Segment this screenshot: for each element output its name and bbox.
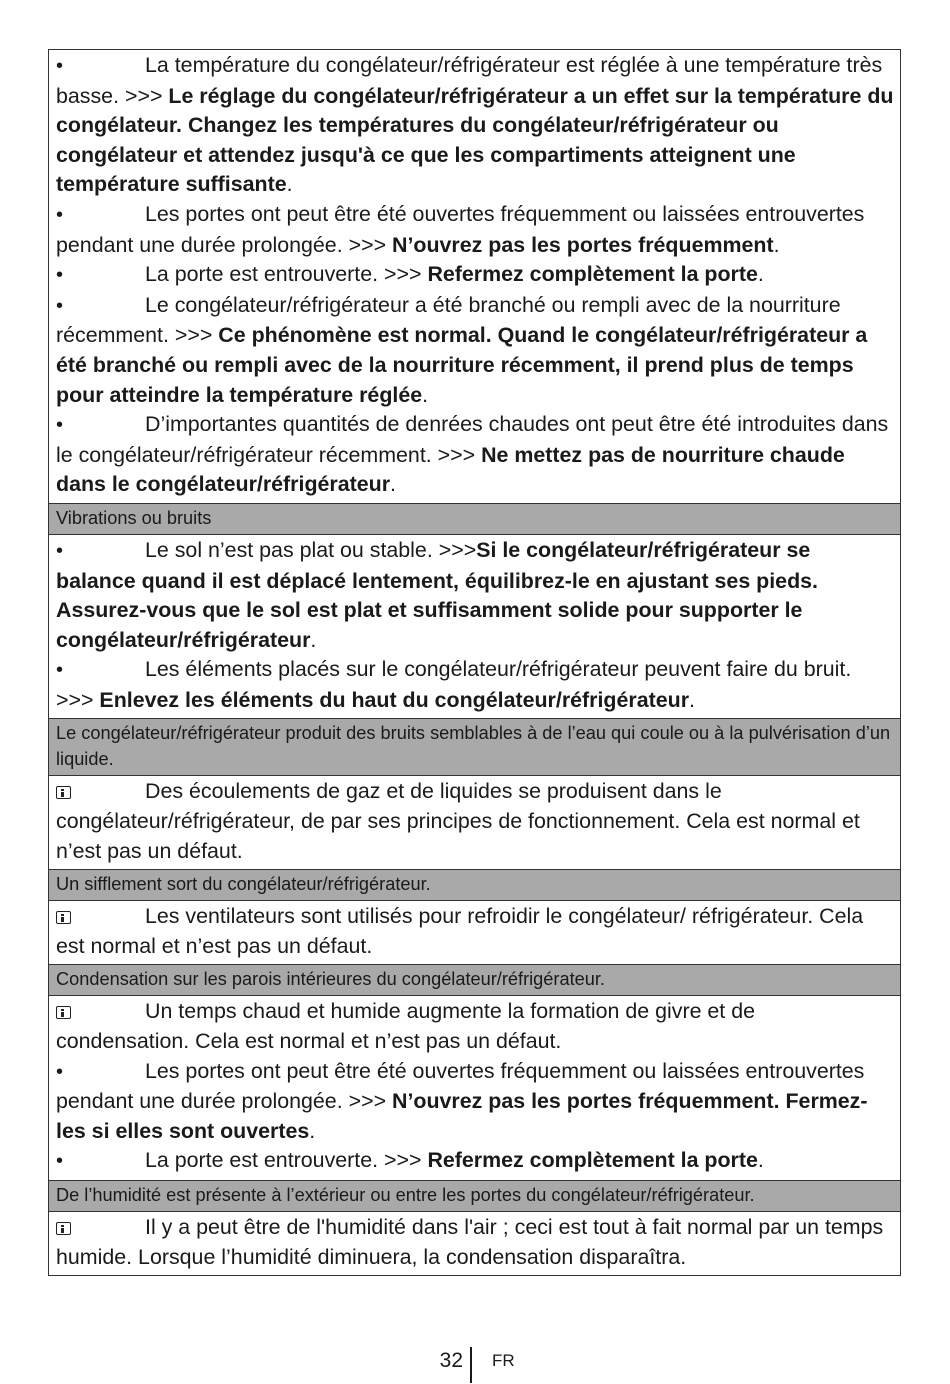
cause-text: Le sol n’est pas plat ou stable. >>>: [145, 537, 477, 562]
sentence-end: .: [310, 627, 317, 652]
sentence-end: .: [757, 1148, 764, 1173]
page-footer: [0, 1347, 950, 1383]
cause-text: Les portes ont peut être été ouvertes fréquemment ou laissées entrouvertes pendant une durée prolongée. >>>: [56, 201, 865, 257]
bullet-icon: •: [56, 264, 64, 287]
list-item: [56, 200, 894, 260]
bullet-icon: •: [56, 294, 64, 317]
remedy-text: Ce phénomène est normal. Quand le congélateur/réfrigérateur a été branché ou rempli avec de la nourriture récemment, il prend plus de temps pour atteindre la température réglée: [56, 323, 868, 407]
list-item: [56, 410, 894, 500]
info-icon: [56, 911, 71, 924]
section-header: Condensation sur les parois intérieures du congélateur/réfrigérateur.: [49, 965, 900, 996]
info-icon: [56, 786, 71, 799]
list-item: [56, 1213, 894, 1272]
remedy-text: N’ouvrez pas les portes fréquemment. Fermez-les si elles sont ouvertes: [56, 1089, 868, 1143]
info-icon: [56, 1006, 71, 1019]
cause-text: Les portes ont peut être été ouvertes fréquemment ou laissées entrouvertes pendant une durée prolongée. >>>: [56, 1058, 865, 1114]
bullet-icon: •: [56, 539, 64, 562]
sentence-end: .: [390, 472, 396, 497]
section-header: Vibrations ou bruits: [49, 504, 900, 535]
cause-text: La porte est entrouverte. >>>: [145, 262, 428, 287]
sentence-end: .: [757, 262, 764, 287]
section-body: [49, 996, 900, 1181]
page-number: 32: [439, 1349, 463, 1372]
remedy-text: Enlevez les éléments du haut du congélateur/réfrigérateur: [99, 687, 690, 712]
bullet-icon: •: [56, 414, 64, 437]
sentence-end: .: [286, 172, 293, 197]
remedy-text: Le réglage du congélateur/réfrigérateur a un effet sur la température du congélateur. Changez les températures du congélateur/réfrigérateur ou congélateur et attendez jusqu'à ce que les compartiments atteignent une température suffisante: [56, 83, 894, 197]
cause-text: La porte est entrouverte. >>>: [145, 1148, 428, 1173]
list-item: [56, 536, 894, 655]
section-body: [49, 535, 900, 720]
sentence-end: .: [422, 382, 429, 407]
section-body: [49, 901, 900, 965]
list-item: [56, 291, 894, 410]
cause-text: La température du congélateur/réfrigérateur est réglée à une température très basse. >>>: [56, 53, 883, 108]
cause-text: Des écoulements de gaz et de liquides se produisent dans le congélateur/réfrigérateur, de par ses principes de fonctionnement. Cela est normal et n’est pas un défaut.: [56, 779, 860, 863]
remedy-text: Ne mettez pas de nourriture chaude dans le congélateur/réfrigérateur: [56, 442, 845, 497]
sentence-end: .: [689, 687, 695, 712]
list-item: [56, 902, 894, 961]
section-header: De l’humidité est présente à l’extérieur ou entre les portes du congélateur/réfrigérateur.: [49, 1181, 900, 1212]
list-item: [56, 260, 894, 291]
section-body: [49, 50, 900, 504]
bullet-icon: •: [56, 1150, 64, 1173]
troubleshooting-table: [48, 49, 901, 1276]
remedy-text: N’ouvrez pas les portes fréquemment: [392, 232, 774, 257]
list-item: [56, 1146, 894, 1177]
bullet-icon: •: [56, 659, 64, 682]
sentence-end: .: [773, 232, 780, 257]
bullet-icon: •: [56, 203, 64, 226]
section-header: Un sifflement sort du congélateur/réfrigérateur.: [49, 870, 900, 901]
remedy-text: Si le congélateur/réfrigérateur se balance quand il est déplacé lentement, équilibrez-le en ajustant ses pieds. Assurez-vous que le sol est plat et suffisamment solide pour supporter le congélateur/réfrigérateur: [56, 537, 818, 652]
list-item: [56, 655, 894, 715]
section-body: [49, 776, 900, 870]
footer-divider: [470, 1347, 472, 1383]
cause-text: Le congélateur/réfrigérateur a été branché ou rempli avec de la nourriture récemment. >>>: [56, 292, 841, 348]
section-header: Le congélateur/réfrigérateur produit des bruits semblables à de l’eau qui coule ou à la pulvérisation d’un liquide.: [49, 719, 900, 776]
list-item: [56, 997, 894, 1056]
sentence-end: .: [309, 1118, 316, 1143]
info-icon: [56, 1222, 71, 1235]
remedy-text: Refermez complètement la porte: [427, 1148, 758, 1173]
cause-text: Les éléments placés sur le congélateur/réfrigérateur peuvent faire du bruit. >>>: [56, 657, 852, 712]
list-item: [56, 1057, 894, 1147]
list-item: [56, 777, 894, 866]
cause-text: Les ventilateurs sont utilisés pour refroidir le congélateur/ réfrigérateur. Cela est normal et n’est pas un défaut.: [56, 904, 864, 958]
bullet-icon: •: [56, 1060, 64, 1083]
language-code: FR: [492, 1351, 515, 1370]
cause-text: Il y a peut être de l'humidité dans l'air ; ceci est tout à fait normal par un temps humide. Lorsque l’humidité diminuera, la condensation disparaîtra.: [56, 1215, 884, 1269]
bullet-icon: •: [56, 55, 64, 77]
cause-text: Un temps chaud et humide augmente la formation de givre et de condensation. Cela est normal et n’est pas un défaut.: [56, 999, 755, 1054]
section-body: [49, 1212, 900, 1275]
list-item: [56, 51, 894, 200]
cause-text: D’importantes quantités de denrées chaudes ont peut être été introduites dans le congélateur/réfrigérateur récemment. >>>: [56, 412, 889, 467]
remedy-text: Refermez complètement la porte: [427, 262, 758, 287]
